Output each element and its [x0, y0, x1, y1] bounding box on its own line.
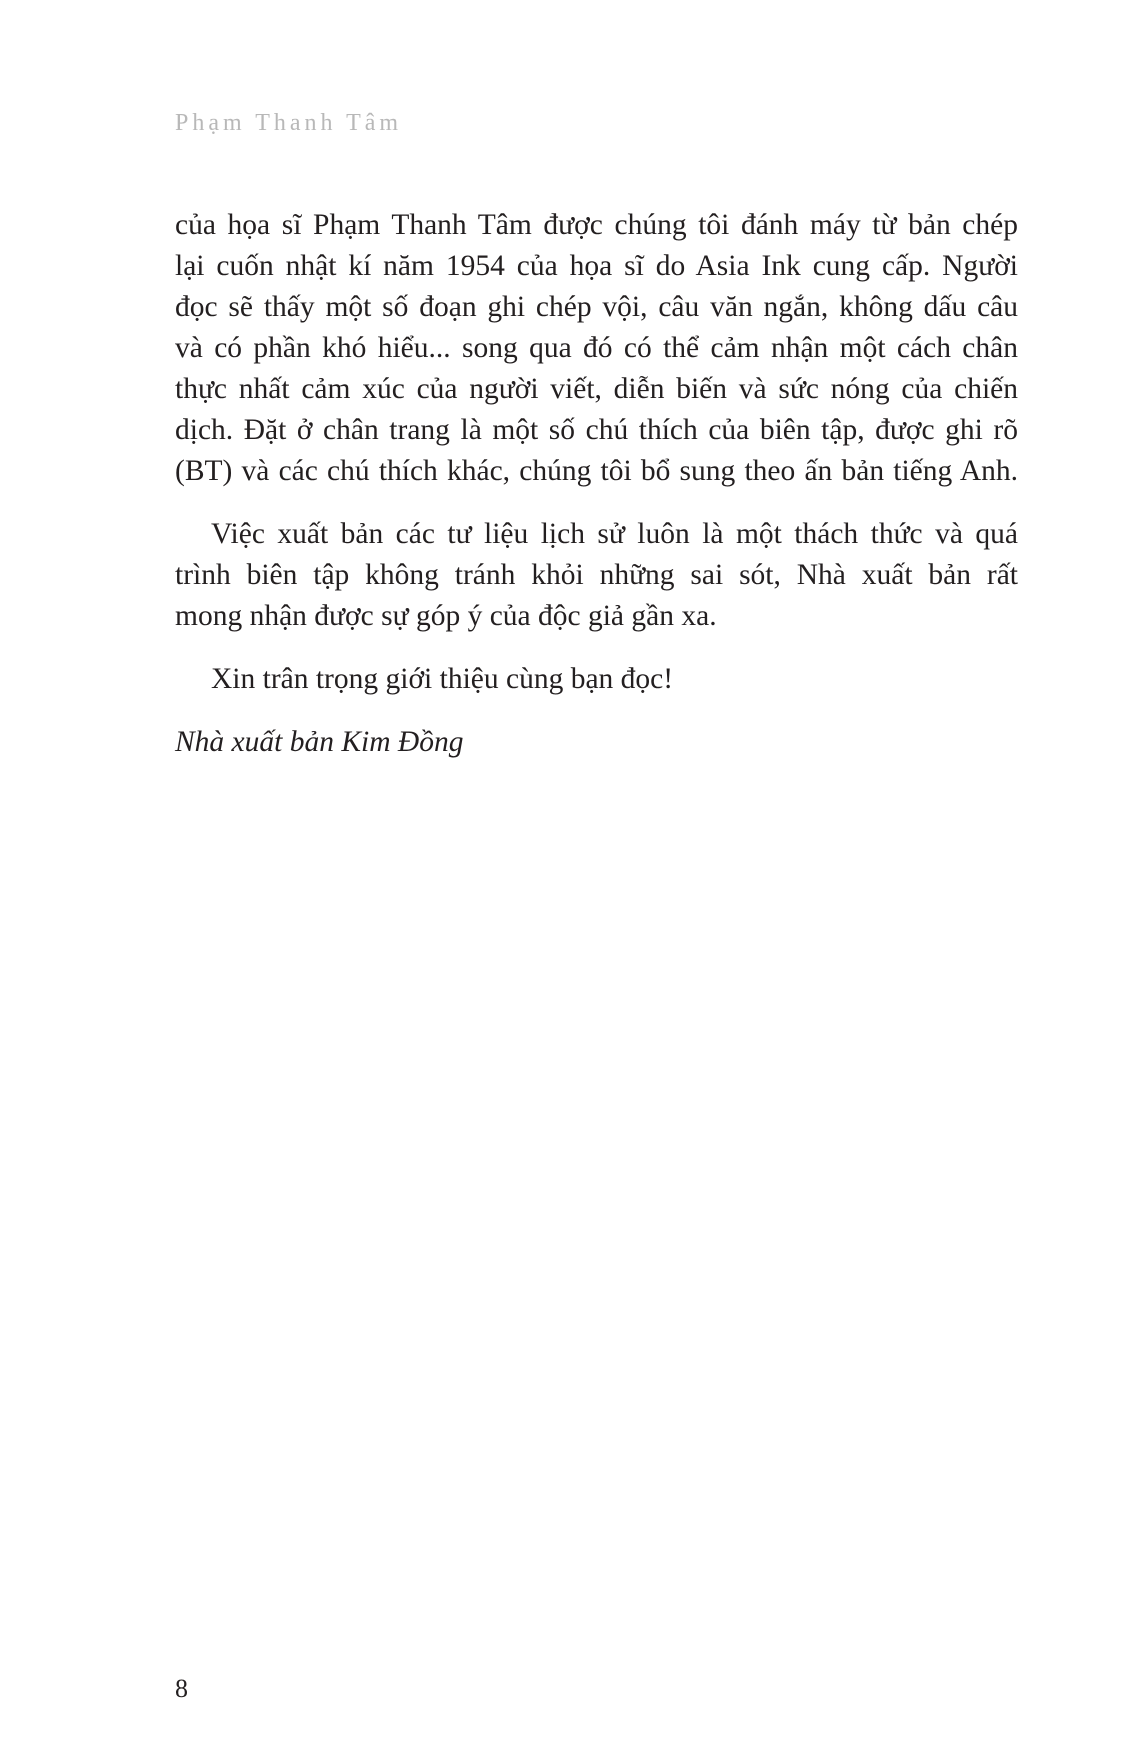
body-text — [175, 205, 1018, 763]
text-line: và có phần khó hiểu... song qua đó có thể cảm nhận một cách chân — [175, 332, 1018, 364]
text-line: mong nhận được sự góp ý của độc giả gần xa. — [175, 600, 717, 632]
text-line: dịch. Đặt ở chân trang là một số chú thích của biên tập, được ghi rõ — [175, 414, 1018, 446]
paragraph-2 — [175, 514, 1018, 637]
text-line: lại cuốn nhật kí năm 1954 của họa sĩ do Asia Ink cung cấp. Người — [175, 250, 1018, 282]
text-line: Việc xuất bản các tư liệu lịch sử luôn là một thách thức và quá — [211, 518, 1018, 550]
text-line: đọc sẽ thấy một số đoạn ghi chép vội, câu văn ngắn, không dấu câu — [175, 291, 1018, 323]
paragraph-1 — [175, 205, 1018, 492]
page-number: 8 — [175, 1674, 188, 1703]
publisher-signature: Nhà xuất bản Kim Đồng — [175, 726, 464, 758]
text-line: (BT) và các chú thích khác, chúng tôi bổ sung theo ấn bản tiếng Anh. — [175, 455, 1018, 487]
text-line: Xin trân trọng giới thiệu cùng bạn đọc! — [211, 663, 674, 695]
text-line: của họa sĩ Phạm Thanh Tâm được chúng tôi đánh máy từ bản chép — [175, 209, 1018, 241]
running-header: Phạm Thanh Tâm — [175, 110, 403, 136]
text-line: trình biên tập không tránh khỏi những sai sót, Nhà xuất bản rất — [175, 559, 1018, 591]
paragraph-3 — [175, 659, 1018, 700]
text-line: thực nhất cảm xúc của người viết, diễn biến và sức nóng của chiến — [175, 373, 1018, 405]
